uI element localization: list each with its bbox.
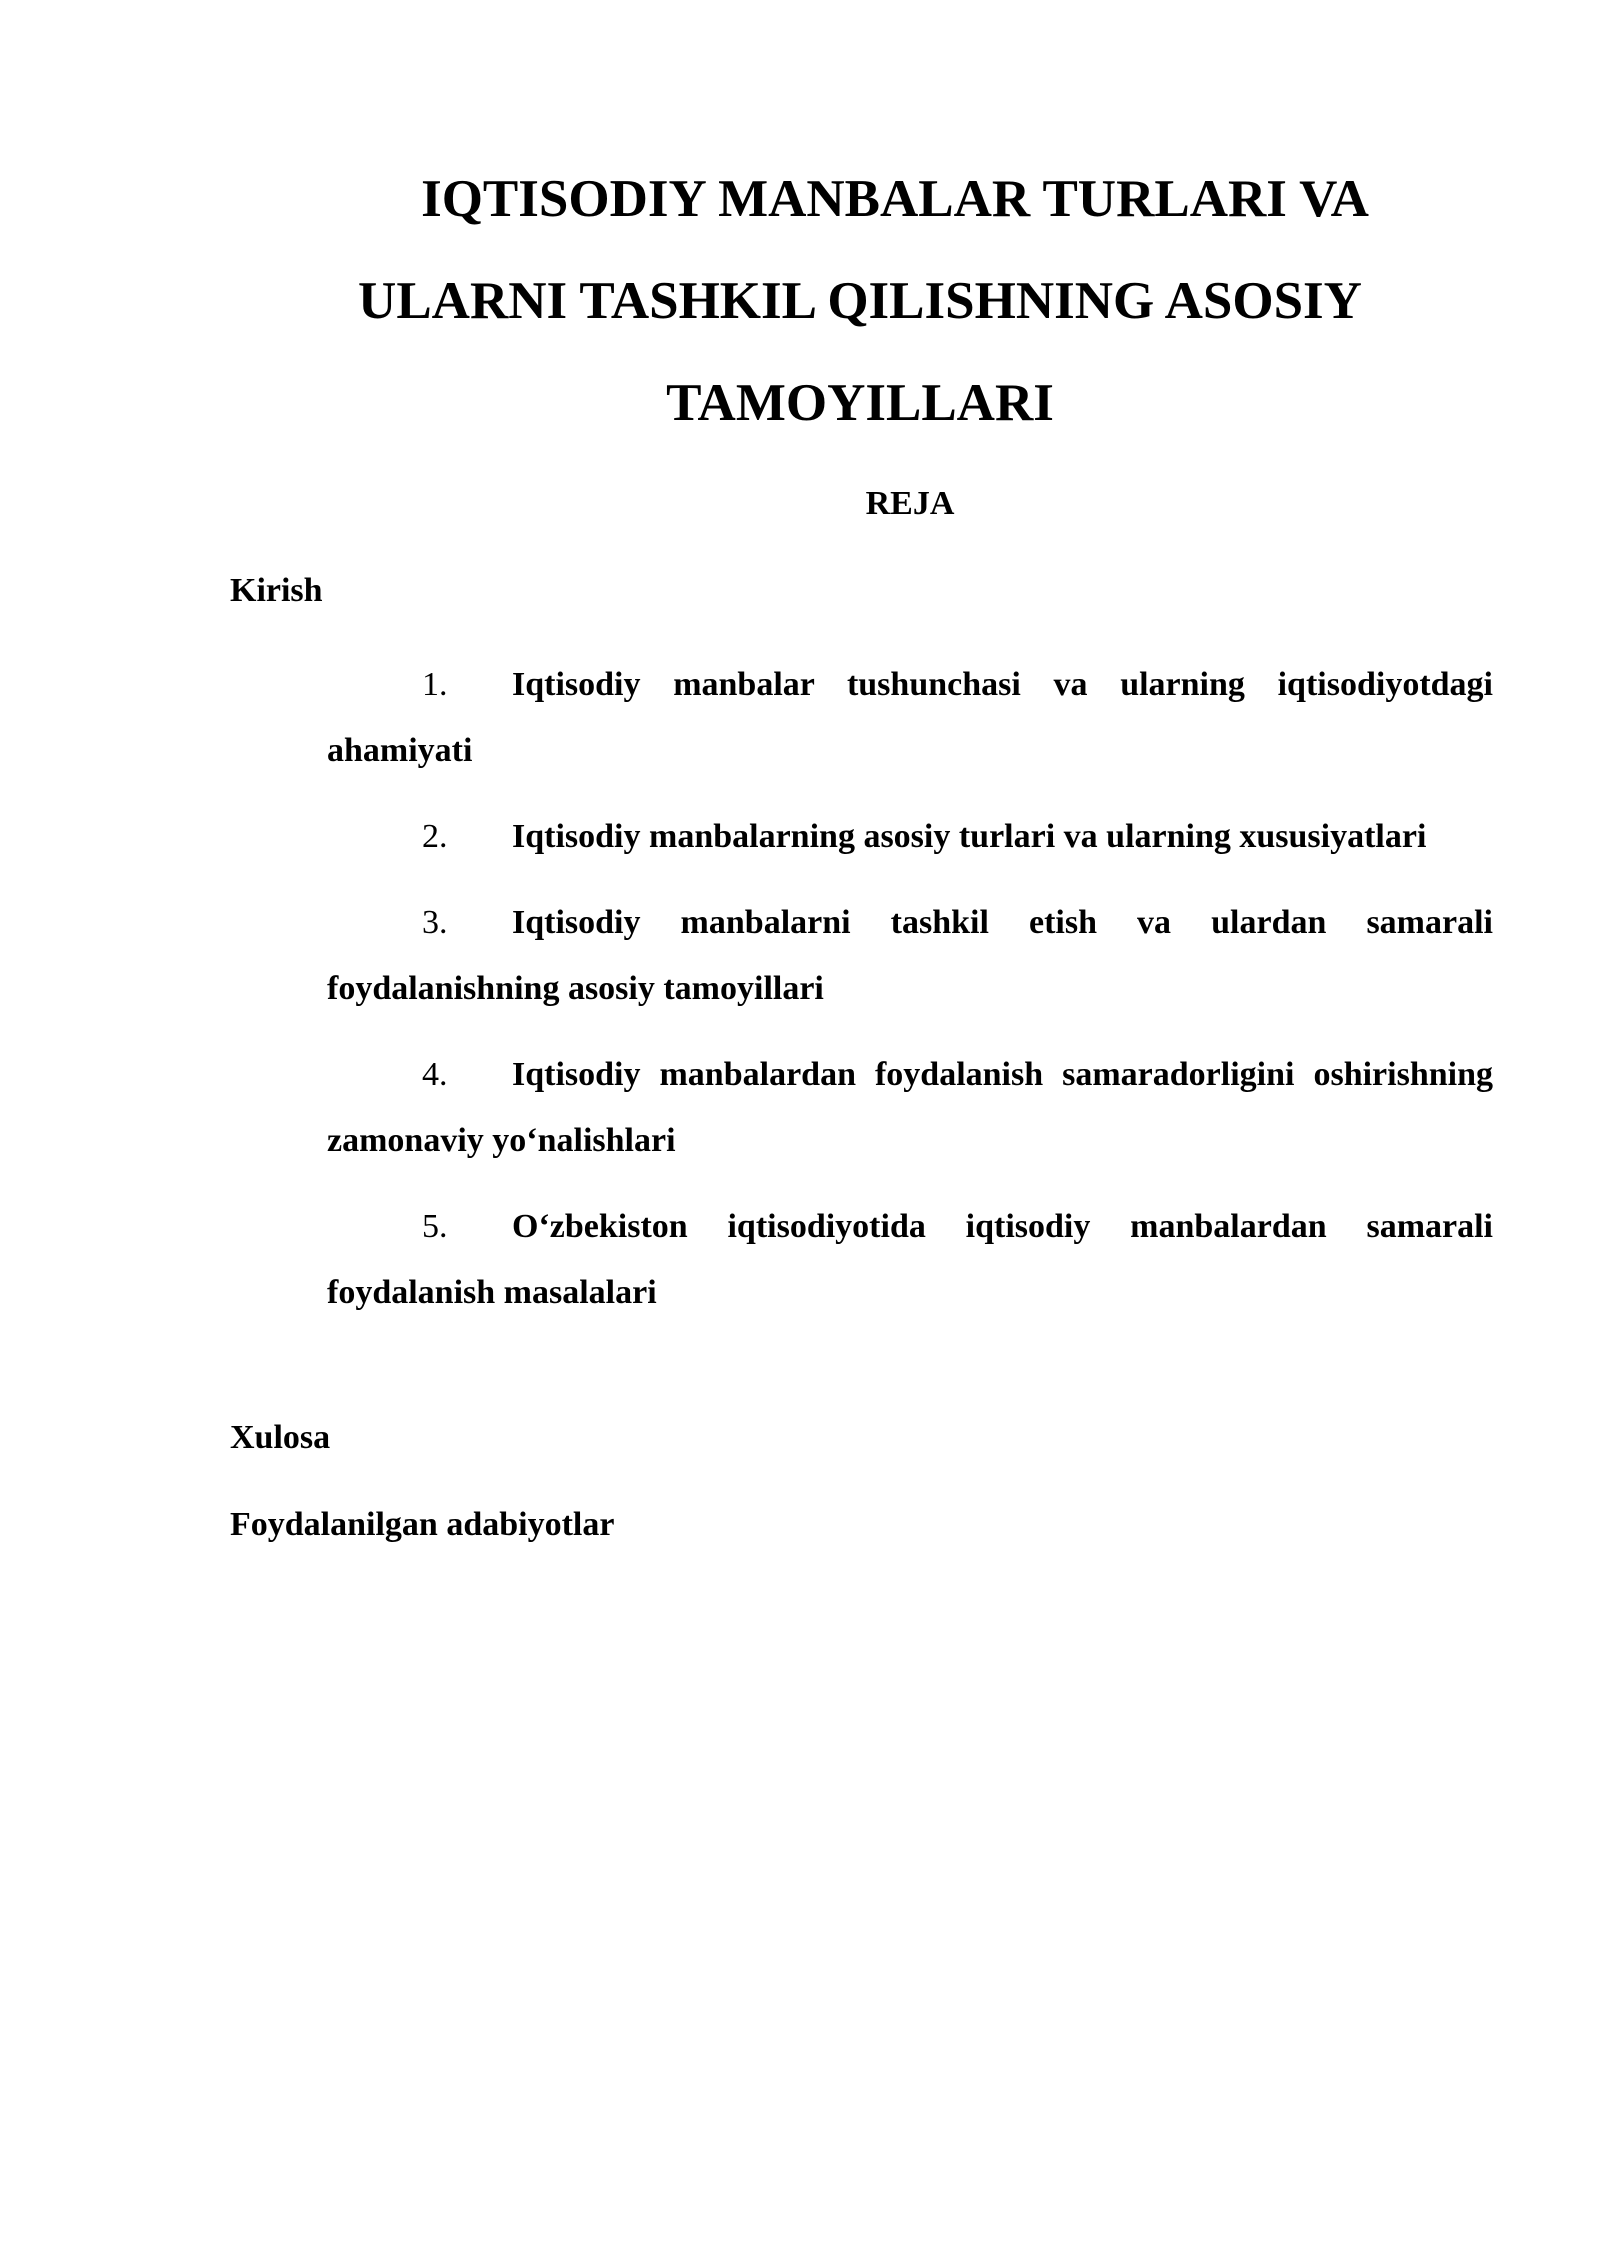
list-item-number: 3.: [422, 904, 448, 941]
title-line-1: IQTISODIY MANBALAR TURLARI VA: [421, 170, 1369, 228]
list-item-number: 2.: [422, 818, 448, 855]
list-item-number: 4.: [422, 1056, 448, 1093]
references-heading: Foydalanilgan adabiyotlar: [230, 1506, 615, 1543]
list-item-text: Iqtisodiy manbalarni tashkil etish va ulardan samarali foydalanishning asosiy tamoyillari: [327, 904, 1493, 1007]
list-item: [327, 652, 1493, 784]
list-item-text: Iqtisodiy manbalar tushunchasi va ularning iqtisodiyotdagi ahamiyati: [327, 666, 1493, 769]
plan-list: [327, 652, 1493, 1346]
title-line-2: ULARNI TASHKIL QILISHNING ASOSIY: [358, 272, 1362, 330]
title-line-3: TAMOYILLARI: [666, 374, 1054, 432]
list-item-text: Iqtisodiy manbalardan foydalanish samaradorligini oshirishning zamonaviy yo‘nalishlari: [327, 1056, 1493, 1159]
list-item: [327, 1194, 1493, 1326]
list-item: [327, 890, 1493, 1022]
intro-heading: Kirish: [230, 572, 323, 609]
document-title: [230, 148, 1490, 454]
list-item-number: 5.: [422, 1208, 448, 1245]
list-item: [327, 804, 1493, 870]
list-item-text: Iqtisodiy manbalarning asosiy turlari va ularning xususiyatlari: [512, 818, 1427, 855]
list-item-number: 1.: [422, 666, 448, 703]
plan-heading: REJA: [865, 485, 955, 522]
list-item-text: O‘zbekiston iqtisodiyotida iqtisodiy manbalardan samarali foydalanish masalalari: [327, 1208, 1493, 1311]
list-item: [327, 1042, 1493, 1174]
conclusion-heading: Xulosa: [230, 1419, 331, 1456]
